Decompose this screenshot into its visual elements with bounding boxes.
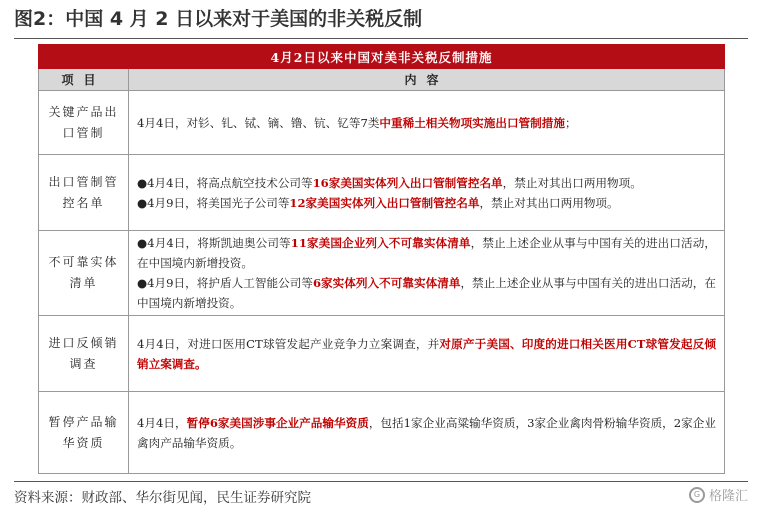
row-label-line: 暂停产品输 — [48, 414, 119, 429]
header-item: 项目 — [39, 69, 129, 91]
watermark — [689, 485, 748, 504]
content-text: ，禁止对其出口两用物项。 — [479, 195, 619, 210]
highlight-text: 11家美国企业列入不可靠实体清单 — [290, 236, 471, 250]
row-content — [129, 155, 725, 231]
row-content — [129, 91, 725, 155]
content-text: 4月9日，将护盾人工智能公司等 — [147, 276, 313, 290]
content-text: 4月4日，对钐、钆、铽、镝、镥、钪、钇等7类 — [137, 115, 380, 130]
table-banner-row — [39, 45, 725, 69]
row-label — [39, 231, 129, 316]
bullet-marker: ● — [137, 236, 148, 250]
row-content — [129, 231, 725, 316]
title-rule — [14, 38, 748, 39]
figure-title: 图2：中国 4 月 2 日以来对于美国的非关税反制 — [14, 8, 423, 30]
row-label-line: 口管制 — [62, 125, 105, 140]
highlight-text: 暂停6家美国涉事企业产品输华资质 — [186, 415, 369, 430]
bullet-marker: ● — [137, 175, 148, 190]
table-header-row — [39, 69, 725, 91]
row-label-line: 进口反倾销 — [48, 335, 119, 350]
row-label — [39, 91, 129, 155]
highlight-text: 中重稀土相关物项实施出口管制措施 — [379, 115, 565, 130]
row-label — [39, 392, 129, 474]
table-banner: 4月2日以来中国对美非关税反制措施 — [39, 45, 725, 69]
table-row — [39, 316, 725, 392]
highlight-text: 12家美国实体列入出口管制管控名单 — [289, 195, 480, 210]
content-text: 4月4日，对进口医用CT球管发起产业竞争力立案调查，并 — [137, 336, 440, 351]
row-label-line: 出口管制管 — [48, 174, 119, 189]
row-label-line: 不可靠实体 — [48, 255, 119, 269]
content-paragraph — [137, 233, 716, 273]
highlight-text: 6家实体列入不可靠实体清单 — [312, 276, 461, 290]
content-text: 4月9日，将美国光子公司等 — [147, 195, 290, 210]
content-paragraph — [137, 273, 716, 313]
content-text: 4月4日，将斯凯迪奥公司等 — [147, 236, 291, 250]
table-row — [39, 231, 725, 316]
content-text: ，禁止对其出口两用物项。 — [502, 175, 642, 190]
row-label-line: 控名单 — [62, 195, 105, 210]
table-row — [39, 91, 725, 155]
content-paragraph — [137, 173, 716, 193]
row-content — [129, 316, 725, 392]
content-paragraph — [137, 113, 716, 133]
content-text: ，包括1家企业高粱输华资质，3家企业禽肉骨粉输华资质，2家企业禽肉产品输华资质。 — [137, 415, 716, 450]
highlight-text: 对原产于美国、印度的进口相关医用CT球管发起反倾销立案调查。 — [137, 336, 717, 371]
highlight-text: 16家美国实体列入出口管制管控名单 — [312, 175, 503, 190]
content-text: ，禁止上述企业从事与中国有关的进出口活动，在中国境内新增投资。 — [137, 276, 716, 310]
content-text: 4月4日，将高点航空技术公司等 — [147, 175, 313, 190]
content-text: ，禁止上述企业从事与中国有关的进出口活动，在中国境内新增投资。 — [137, 236, 716, 270]
table-body — [39, 91, 725, 474]
header-content: 内容 — [129, 69, 725, 91]
row-content — [129, 392, 725, 474]
row-label-line: 关键产品出 — [48, 104, 119, 119]
measures-table — [38, 44, 725, 474]
table-row — [39, 392, 725, 474]
content-paragraph — [137, 413, 716, 453]
row-label-line: 调查 — [69, 356, 98, 371]
gelonghui-logo-icon: G — [689, 487, 705, 503]
content-text: ； — [564, 115, 577, 130]
row-label — [39, 155, 129, 231]
content-paragraph — [137, 193, 716, 213]
row-label-line: 华资质 — [62, 435, 105, 450]
table-row — [39, 155, 725, 231]
source-note: 资料来源：财政部、华尔街见闻，民生证券研究院 — [14, 490, 311, 506]
bullet-marker: ● — [137, 195, 148, 210]
row-label-line: 清单 — [69, 276, 98, 290]
source-rule — [14, 481, 748, 482]
row-label — [39, 316, 129, 392]
content-paragraph — [137, 334, 716, 374]
content-text: 4月4日， — [137, 415, 187, 430]
bullet-marker: ● — [137, 276, 148, 290]
watermark-text: 格隆汇 — [708, 489, 748, 504]
